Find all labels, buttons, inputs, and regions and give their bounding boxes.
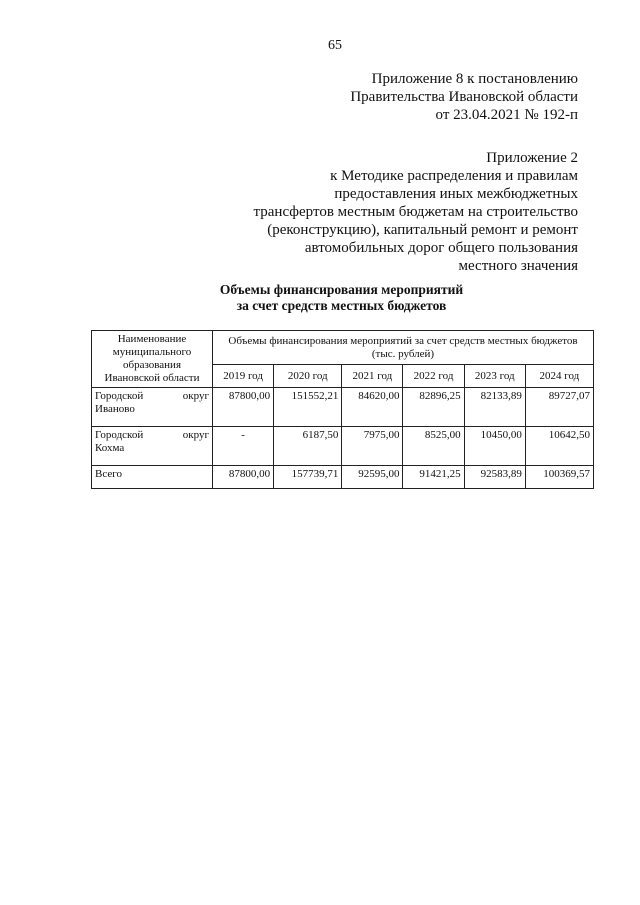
municipality-cell [92, 388, 213, 427]
value-cell: 89727,07 [525, 388, 593, 427]
value-cell: 7975,00 [342, 427, 403, 466]
appendix-8-line: Правительства Ивановской области [350, 89, 578, 105]
page-number: 65 [328, 38, 342, 53]
municipality-word: Кохма [95, 442, 125, 454]
appendix-2-line: Приложение 2 [486, 150, 578, 166]
municipality-word: округ [182, 429, 209, 441]
total-label: Всего [95, 468, 122, 480]
appendix-8-header [350, 70, 578, 124]
year-header: 2021 год [342, 365, 403, 388]
total-label-cell [92, 466, 213, 489]
value-cell: 8525,00 [403, 427, 464, 466]
value-cell: 82896,25 [403, 388, 464, 427]
value-cell: 6187,50 [274, 427, 342, 466]
table-row [92, 388, 594, 427]
municipality-word: Городской [95, 429, 144, 441]
appendix-2-line: автомобильных дорог общего пользования [304, 240, 578, 256]
appendix-8-line: Приложение 8 к постановлению [371, 71, 578, 87]
total-value-cell: 92595,00 [342, 466, 403, 489]
year-header: 2023 год [464, 365, 525, 388]
appendix-2-header [254, 149, 578, 275]
total-value-cell: 92583,89 [464, 466, 525, 489]
value-cell: 84620,00 [342, 388, 403, 427]
total-value-cell: 157739,71 [274, 466, 342, 489]
appendix-2-line: местного значения [458, 258, 578, 274]
table-title-line: за счет средств местных бюджетов [236, 298, 447, 313]
municipality-cell [92, 427, 213, 466]
table-row [92, 427, 594, 466]
total-value-cell: 100369,57 [525, 466, 593, 489]
appendix-8-line: от 23.04.2021 № 192-п [435, 107, 578, 123]
value-cell: - [213, 427, 274, 466]
value-cell: 151552,21 [274, 388, 342, 427]
table-total-row [92, 466, 594, 489]
column-header-municipality: Наименование муниципального образования Ивановской области [92, 331, 213, 388]
column-group-header: Объемы финансирования мероприятий за счет средств местных бюджетов (тыс. рублей) [213, 331, 594, 365]
appendix-2-line: трансфертов местным бюджетам на строительство [253, 204, 578, 220]
appendix-2-line: (реконструкцию), капитальный ремонт и ремонт [267, 222, 578, 238]
table-title-line: Объемы финансирования мероприятий [219, 282, 464, 297]
year-header: 2019 год [213, 365, 274, 388]
appendix-2-line: предоставления иных межбюджетных [334, 186, 578, 202]
year-header: 2024 год [525, 365, 593, 388]
value-cell: 10642,50 [525, 427, 593, 466]
value-cell: 87800,00 [213, 388, 274, 427]
financing-table [91, 330, 594, 489]
municipality-word: округ [182, 390, 209, 402]
total-value-cell: 87800,00 [213, 466, 274, 489]
year-header: 2020 год [274, 365, 342, 388]
appendix-2-line: к Методике распределения и правилам [330, 168, 578, 184]
total-value-cell: 91421,25 [403, 466, 464, 489]
table-header-row [92, 331, 594, 365]
value-cell: 82133,89 [464, 388, 525, 427]
value-cell: 10450,00 [464, 427, 525, 466]
municipality-word: Иваново [95, 403, 135, 415]
table-title [90, 282, 593, 314]
municipality-word: Городской [95, 390, 144, 402]
year-header: 2022 год [403, 365, 464, 388]
